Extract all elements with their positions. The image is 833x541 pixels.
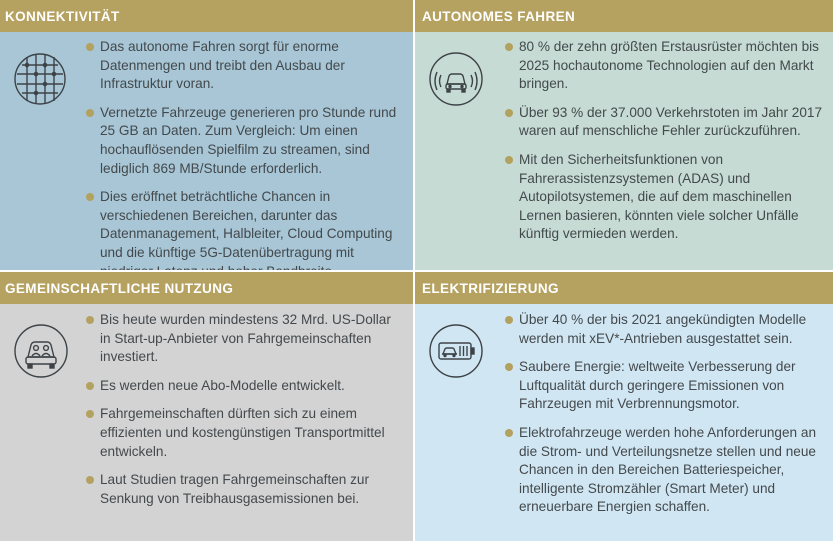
shared-car-icon bbox=[11, 321, 71, 386]
panel-elektrifizierung bbox=[415, 270, 833, 541]
list-item: Mit den Sicherheitsfunktionen von Fahrerassistenzsystemen (ADAS) und Autopilotsystemen, die auf dem maschinellen Lernen basieren, könnten viele solcher Unfälle künftig vermieden werden. bbox=[505, 151, 827, 244]
panel-body-gemeinschaftliche-nutzung bbox=[0, 304, 413, 541]
panel-title-autonomes-fahren: AUTONOMES FAHREN bbox=[415, 0, 833, 32]
list-item: Elektrofahrzeuge werden hohe Anforderungen an die Strom- und Verteilungsnetze stellen und neue Chancen in den Bereichen Batteriespeicher, intelligente Stromzähler (Smart Meter) und erneuerbare Energien schaffen. bbox=[505, 424, 827, 517]
panel-konnektivitaet bbox=[0, 0, 415, 270]
globe-grid-icon bbox=[10, 49, 70, 114]
panel-title-gemeinschaftliche-nutzung: GEMEINSCHAFTLICHE NUTZUNG bbox=[0, 272, 413, 304]
list-item: Dies eröffnet beträchtliche Chancen in verschiedenen Bereichen, darunter das Datenmanagement, Halbleiter, Cloud Computing und die künftige 5G-Datenübertragung mit bbox=[86, 188, 405, 281]
car-sensor-icon bbox=[426, 49, 486, 114]
list-item: Laut Studien tragen Fahrgemeinschaften zur Senkung von Treibhausgasemissionen bei. bbox=[86, 471, 405, 508]
panel-autonomes-fahren bbox=[415, 0, 833, 270]
list-item: Es werden neue Abo-Modelle entwickelt. bbox=[86, 377, 405, 396]
battery-car-icon bbox=[426, 321, 486, 386]
bullet-list-autonomes-fahren bbox=[505, 38, 827, 254]
list-item: Das autonome Fahren sorgt für enorme Datenmengen und treibt den Ausbau der Infrastruktur voran. bbox=[86, 38, 405, 94]
panel-title-konnektivitaet: KONNEKTIVITÄT bbox=[0, 0, 413, 32]
list-item: Fahrgemeinschaften dürften sich zu einem effizienten und kostengünstigen Transportmittel entwickeln. bbox=[86, 405, 405, 461]
panel-body-elektrifizierung bbox=[415, 304, 833, 541]
list-item: 80 % der zehn größten Erstausrüster möchten bis 2025 hochautonome Technologien auf den Markt bringen. bbox=[505, 38, 827, 94]
list-item: Über 93 % der 37.000 Verkehrstoten im Jahr 2017 waren auf menschliche Fehler zurückzuführen. bbox=[505, 104, 827, 141]
panel-body-konnektivitaet bbox=[0, 32, 413, 270]
list-item: Vernetzte Fahrzeuge generieren pro Stunde rund 25 GB an Daten. Zum Vergleich: Um einen hochauflösenden Spielfilm zu streamen, sind lediglich 869 MB/Stunde erforderlich. bbox=[86, 104, 405, 178]
list-item: Saubere Energie: weltweite Verbesserung der Luftqualität durch geringere Emissionen von Fahrzeugen mit Verbrennungsmotor. bbox=[505, 358, 827, 414]
panel-body-autonomes-fahren bbox=[415, 32, 833, 270]
bullet-list-konnektivitaet bbox=[86, 38, 405, 291]
bullet-list-gemeinschaftliche-nutzung bbox=[86, 311, 405, 518]
list-item: Über 40 % der bis 2021 angekündigten Modelle werden mit xEV*-Antrieben ausgestattet sein. bbox=[505, 311, 827, 348]
panel-title-elektrifizierung: ELEKTRIFIZIERUNG bbox=[415, 272, 833, 304]
panel-gemeinschaftliche-nutzung bbox=[0, 270, 415, 541]
bullet-list-elektrifizierung bbox=[505, 311, 827, 527]
list-item: Bis heute wurden mindestens 32 Mrd. US-Dollar in Start-up-Anbieter von Fahrgemeinschaften investiert. bbox=[86, 311, 405, 367]
